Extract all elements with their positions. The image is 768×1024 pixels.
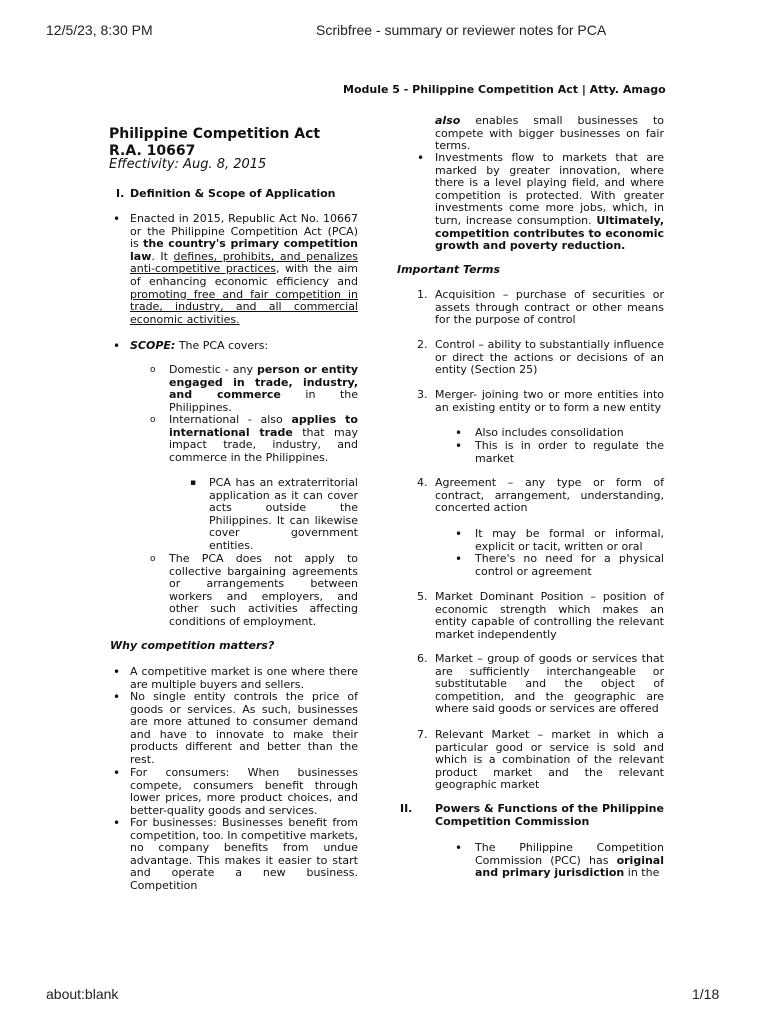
bullet-icon: •: [455, 439, 463, 453]
small-business-note: also enables small businesses to compete with bigger businesses on fair terms.: [435, 114, 664, 153]
circle-bullet-icon: o: [150, 415, 156, 425]
square-bullet-icon: ▪: [190, 478, 197, 488]
term-number: 6.: [417, 652, 428, 665]
why-item-1: A competitive market is one where there are multiple buyers and sellers.: [130, 665, 358, 691]
bullet-icon: •: [113, 816, 121, 830]
term-merger: Merger- joining two or more entities into an existing entity or to form a new entity: [435, 388, 664, 414]
print-page-title: Scribfree - summary or reviewer notes for PCA: [316, 22, 607, 38]
term-control: Control – ability to substantially influence or direct the actions or decisions of an entity (Section 25): [435, 338, 664, 377]
section-1-title: Definition & Scope of Application: [130, 187, 336, 200]
scope-international: International - also applies to international trade that may impact trade, industry, and commerce in the Philippines.: [169, 413, 358, 464]
agreement-sub-1: It may be formal or informal, explicit or tacit, written or oral: [475, 527, 664, 553]
pcc-jurisdiction-note: The Philippine Competition Commission (PCC) has original and primary jurisdiction in the: [475, 841, 664, 880]
agreement-sub-2: There's no need for a physical control or agreement: [475, 552, 664, 578]
merger-sub-1: Also includes consolidation: [475, 426, 624, 439]
section-2-number: II.: [400, 802, 413, 815]
why-item-2: No single entity controls the price of goods or services. As such, businesses are more attuned to consumer demand and have to innovate to make their products different and better than the rest.: [130, 690, 358, 766]
merger-sub-2: This is in order to regulate the market: [475, 439, 664, 465]
section-1-number: I.: [116, 187, 125, 200]
bullet-icon: •: [113, 339, 121, 353]
bullet-icon: •: [417, 151, 425, 165]
investments-note: Investments flow to markets that are marked by greater innovation, where there is a level playing field, and where competition is protected. With greater investments come more jobs, which, in turn, increase consumption. Ultimately, competition contributes to economic growth and poverty reduction.: [435, 151, 664, 253]
circle-bullet-icon: o: [150, 365, 156, 375]
term-number: 7.: [417, 728, 428, 741]
term-number: 1.: [417, 288, 428, 301]
why-competition-heading: Why competition matters?: [110, 639, 275, 652]
why-item-4: For businesses: Businesses benefit from competition, too. In competitive markets, no company benefits from undue advantage. This makes it easier to start and operate a new business. Competition: [130, 816, 358, 892]
print-url: about:blank: [46, 986, 119, 1002]
print-page-count: 1/18: [692, 986, 720, 1002]
definition-paragraph: Enacted in 2015, Republic Act No. 10667 or the Philippine Competition Act (PCA) is the country's primary competition law. It defines, prohibits, and penalizes anti-competitive practices, with the aim of enhancing economic efficiency and promoting free and fair competition in trade, industry, and all commercial economic activities.: [130, 212, 359, 326]
scope-line: SCOPE: The PCA covers:: [130, 339, 269, 352]
not-apply-note: The PCA does not apply to collective bargaining agreements or arrangements between workers and employers, and other such activities affecting conditions of employment.: [169, 552, 358, 628]
bullet-icon: •: [113, 766, 121, 780]
bullet-icon: •: [113, 690, 121, 704]
doc-effectivity: Effectivity: Aug. 8, 2015: [109, 157, 267, 172]
circle-bullet-icon: o: [150, 554, 156, 564]
why-item-3: For consumers: When businesses compete, consumers benefit through lower prices, more product choices, and better-quality goods and services.: [130, 766, 358, 817]
term-acquisition: Acquisition – purchase of securities or assets through contract or other means for the purpose of control: [435, 288, 664, 327]
term-agreement: Agreement – any type or form of contract, arrangement, understanding, concerted action: [435, 476, 664, 515]
term-relevant-market: Relevant Market – market in which a particular good or service is sold and which is a combination of the relevant product market and the relevant geographic market: [435, 728, 664, 792]
extraterritorial-note: PCA has an extraterritorial application as it can cover acts outside the Philippines. It can likewise cover government entities.: [209, 476, 358, 552]
bullet-icon: •: [455, 527, 463, 541]
term-number: 4.: [417, 476, 428, 489]
scope-domestic: Domestic - any person or entity engaged in trade, industry, and commerce in the Philippines.: [169, 363, 358, 414]
bullet-icon: •: [113, 665, 121, 679]
bullet-icon: •: [455, 841, 463, 855]
term-number: 3.: [417, 388, 428, 401]
bullet-icon: •: [455, 552, 463, 566]
term-market: Market – group of goods or services that are sufficiently interchangeable or substitutable and the object of competition, and the geographic are where said goods or services are offered: [435, 652, 664, 716]
doc-title: Philippine Competition Act: [109, 126, 321, 142]
bullet-icon: •: [113, 212, 121, 226]
term-number: 2.: [417, 338, 428, 351]
term-number: 5.: [417, 590, 428, 603]
bullet-icon: •: [455, 426, 463, 440]
important-terms-heading: Important Terms: [397, 263, 500, 276]
module-header: Module 5 - Philippine Competition Act | Atty. Amago: [343, 83, 666, 96]
print-datetime: 12/5/23, 8:30 PM: [46, 22, 153, 38]
term-market-dominant: Market Dominant Position – position of economic strength which makes an entity capable of controlling the relevant market independently: [435, 590, 664, 641]
doc-ra-number: R.A. 10667: [109, 143, 196, 159]
section-2-title: Powers & Functions of the Philippine Competition Commission: [435, 802, 664, 828]
